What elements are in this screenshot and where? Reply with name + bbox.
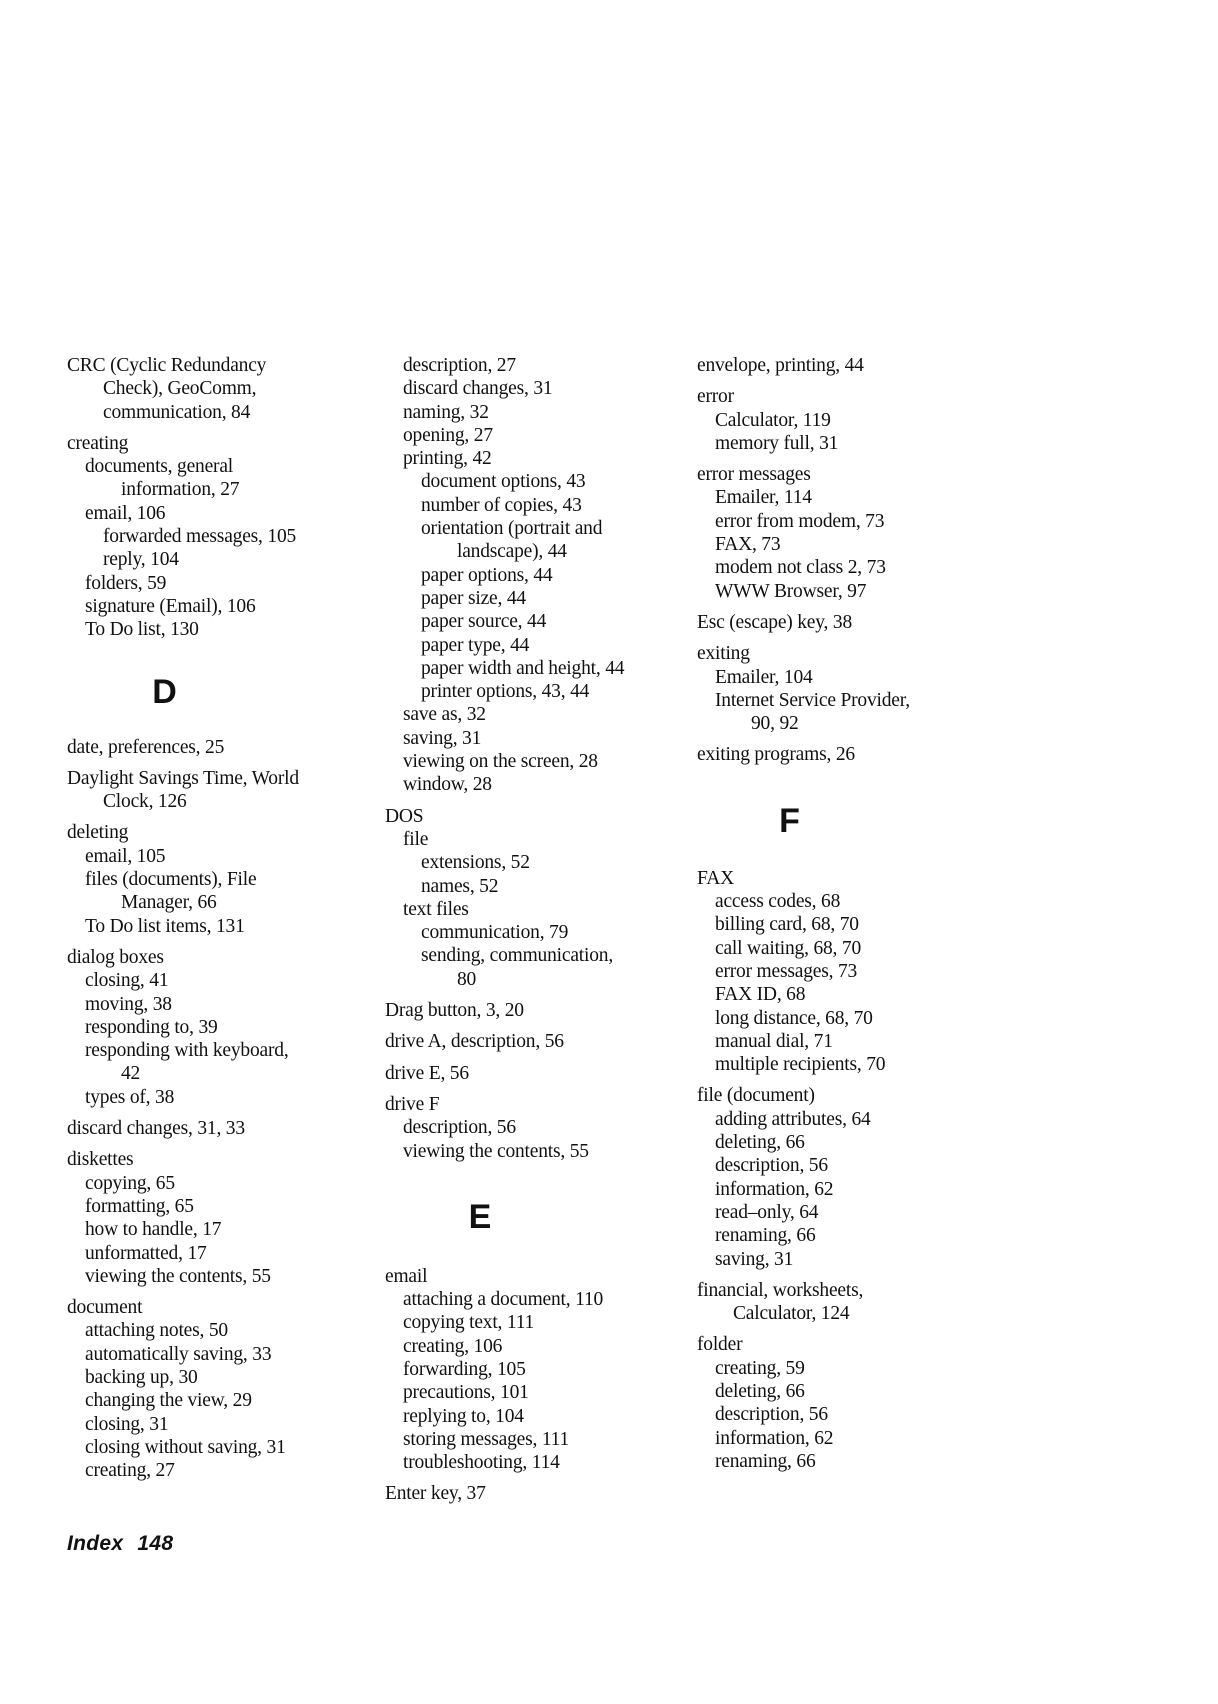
index-entry bbox=[67, 1148, 367, 1288]
index-subterm: automatically saving, 33 bbox=[85, 1343, 272, 1365]
index-subterm: responding to, 39 bbox=[85, 1016, 218, 1038]
index-entry bbox=[67, 946, 367, 1109]
index-subterm: save as, 32 bbox=[403, 704, 486, 726]
index-subterm: error messages, 73 bbox=[715, 960, 858, 982]
index-subterm: To Do list, 130 bbox=[85, 619, 199, 641]
page-footer bbox=[67, 1532, 187, 1556]
index-subterm: communication, 79 bbox=[421, 922, 569, 944]
index-subterm: landscape), 44 bbox=[457, 541, 567, 563]
index-term: financial, worksheets, bbox=[697, 1279, 864, 1301]
index-subterm: information, 62 bbox=[715, 1427, 834, 1449]
index-subterm: viewing the contents, 55 bbox=[403, 1140, 589, 1162]
index-entry bbox=[385, 1093, 685, 1163]
index-subterm: communication, 84 bbox=[103, 401, 251, 423]
index-subterm: Calculator, 124 bbox=[733, 1303, 850, 1325]
index-subterm: renaming, 66 bbox=[715, 1225, 816, 1247]
index-subterm: creating, 106 bbox=[403, 1335, 503, 1357]
index-entry bbox=[385, 999, 685, 1022]
index-subterm: naming, 32 bbox=[403, 401, 489, 423]
index-subterm: names, 52 bbox=[421, 875, 499, 897]
index-subterm: 80 bbox=[457, 968, 477, 990]
index-subterm: Calculator, 119 bbox=[715, 409, 831, 431]
index-term: creating bbox=[67, 432, 129, 454]
index-subterm: extensions, 52 bbox=[421, 852, 530, 874]
index-subterm: backing up, 30 bbox=[85, 1366, 198, 1388]
index-entry bbox=[385, 805, 685, 991]
index-term: CRC (Cyclic Redundancy bbox=[67, 355, 267, 376]
index-subterm: window, 28 bbox=[403, 774, 492, 796]
index-entry bbox=[385, 1062, 685, 1085]
index-entry bbox=[385, 1482, 685, 1505]
index-term: envelope, printing, 44 bbox=[697, 355, 864, 376]
index-subterm: forwarded messages, 105 bbox=[103, 526, 297, 548]
index-subterm: Emailer, 114 bbox=[715, 487, 812, 509]
index-subterm: forwarding, 105 bbox=[403, 1358, 526, 1380]
index-subterm: precautions, 101 bbox=[403, 1382, 529, 1404]
index-entry bbox=[697, 1279, 997, 1326]
index-subterm: printer options, 43, 44 bbox=[421, 681, 590, 703]
index-term: FAX bbox=[697, 867, 734, 889]
index-subterm: paper width and height, 44 bbox=[421, 657, 625, 679]
index-term: exiting programs, 26 bbox=[697, 744, 855, 766]
index-subterm: 90, 92 bbox=[751, 713, 799, 735]
index-term: discard changes, 31, 33 bbox=[67, 1118, 245, 1140]
index-subterm: how to handle, 17 bbox=[85, 1219, 222, 1241]
index-subterm: responding with keyboard, bbox=[85, 1040, 289, 1062]
index-subterm: deleting, 66 bbox=[715, 1380, 805, 1402]
index-subterm: error from modem, 73 bbox=[715, 510, 885, 532]
index-subterm: access codes, 68 bbox=[715, 891, 841, 913]
index-subterm: renaming, 66 bbox=[715, 1450, 816, 1472]
index-subterm: information, 27 bbox=[121, 479, 240, 501]
index-subterm: paper type, 44 bbox=[421, 634, 530, 656]
index-entry bbox=[67, 432, 367, 642]
index-entry bbox=[385, 1030, 685, 1053]
index-entry bbox=[385, 354, 685, 797]
index-subterm: document options, 43 bbox=[421, 471, 586, 493]
index-entry bbox=[697, 1084, 997, 1270]
index-entry bbox=[67, 1117, 367, 1140]
index-subterm: paper source, 44 bbox=[421, 611, 547, 633]
index-entry bbox=[697, 743, 997, 766]
index-subterm: opening, 27 bbox=[403, 424, 493, 446]
index-subterm: call waiting, 68, 70 bbox=[715, 937, 862, 959]
index-subterm: email, 106 bbox=[85, 502, 166, 524]
section-letter-heading: E bbox=[468, 1197, 492, 1236]
index-term: DOS bbox=[385, 805, 424, 827]
index-subterm: multiple recipients, 70 bbox=[715, 1054, 886, 1076]
index-subterm: moving, 38 bbox=[85, 993, 172, 1015]
index-column-3 bbox=[697, 354, 997, 1473]
index-entry bbox=[697, 385, 997, 455]
index-subterm: file bbox=[403, 828, 429, 850]
index-subterm: sending, communication, bbox=[421, 945, 613, 967]
index-term: email bbox=[385, 1265, 428, 1287]
index-subterm: To Do list items, 131 bbox=[85, 915, 245, 937]
index-subterm: closing without saving, 31 bbox=[85, 1436, 286, 1458]
index-subterm: discard changes, 31 bbox=[403, 378, 553, 400]
index-subterm: unformatted, 17 bbox=[85, 1242, 207, 1264]
index-subterm: reply, 104 bbox=[103, 549, 179, 571]
index-subterm: files (documents), File bbox=[85, 869, 257, 891]
index-term: Daylight Savings Time, World bbox=[67, 767, 299, 789]
index-subterm: changing the view, 29 bbox=[85, 1390, 252, 1412]
index-term: drive E, 56 bbox=[385, 1062, 469, 1084]
index-entry bbox=[697, 1333, 997, 1473]
footer-label: Index bbox=[67, 1532, 124, 1555]
index-entry bbox=[697, 463, 997, 603]
index-subterm: Manager, 66 bbox=[121, 892, 217, 914]
index-subterm: orientation (portrait and bbox=[421, 518, 603, 540]
index-subterm: viewing the contents, 55 bbox=[85, 1265, 271, 1287]
index-entry bbox=[385, 1265, 685, 1475]
index-subterm: closing, 31 bbox=[85, 1413, 169, 1435]
index-subterm: saving, 31 bbox=[403, 727, 482, 749]
index-subterm: closing, 41 bbox=[85, 970, 169, 992]
index-term: document bbox=[67, 1297, 143, 1319]
index-subterm: folders, 59 bbox=[85, 572, 167, 594]
index-subterm: billing card, 68, 70 bbox=[715, 914, 859, 936]
index-subterm: number of copies, 43 bbox=[421, 494, 582, 516]
index-subterm: read–only, 64 bbox=[715, 1201, 819, 1223]
index-term: Drag button, 3, 20 bbox=[385, 1000, 524, 1022]
index-subterm: copying text, 111 bbox=[403, 1312, 535, 1334]
index-subterm: creating, 59 bbox=[715, 1357, 805, 1379]
index-subterm: troubleshooting, 114 bbox=[403, 1452, 560, 1474]
index-subterm: paper size, 44 bbox=[421, 587, 526, 609]
index-term: date, preferences, 25 bbox=[67, 736, 225, 758]
index-subterm: formatting, 65 bbox=[85, 1195, 194, 1217]
index-subterm: attaching a document, 110 bbox=[403, 1289, 604, 1311]
index-subterm: Clock, 126 bbox=[103, 791, 187, 813]
index-subterm: 42 bbox=[121, 1063, 141, 1085]
index-subterm: manual dial, 71 bbox=[715, 1030, 833, 1052]
section-letter-heading: D bbox=[152, 672, 177, 711]
index-subterm: signature (Email), 106 bbox=[85, 595, 256, 617]
index-subterm: adding attributes, 64 bbox=[715, 1108, 871, 1130]
index-subterm: FAX ID, 68 bbox=[715, 984, 806, 1006]
index-entry bbox=[67, 354, 367, 424]
index-subterm: saving, 31 bbox=[715, 1248, 794, 1270]
index-term: exiting bbox=[697, 643, 750, 665]
index-column-2 bbox=[385, 354, 685, 1506]
index-subterm: FAX, 73 bbox=[715, 534, 781, 556]
index-term: error bbox=[697, 386, 734, 408]
index-subterm: long distance, 68, 70 bbox=[715, 1007, 873, 1029]
index-term: drive F bbox=[385, 1093, 440, 1115]
index-term: diskettes bbox=[67, 1149, 134, 1171]
index-entry bbox=[67, 1296, 367, 1482]
index-subterm: Emailer, 104 bbox=[715, 666, 813, 688]
index-subterm: copying, 65 bbox=[85, 1172, 175, 1194]
page-number: 148 bbox=[137, 1532, 174, 1555]
index-subterm: attaching notes, 50 bbox=[85, 1320, 228, 1342]
index-subterm: modem not class 2, 73 bbox=[715, 557, 886, 579]
index-subterm: storing messages, 111 bbox=[403, 1428, 570, 1450]
index-subterm: email, 105 bbox=[85, 845, 166, 867]
index-term: folder bbox=[697, 1334, 743, 1356]
index-subterm: replying to, 104 bbox=[403, 1405, 524, 1427]
index-subterm: description, 56 bbox=[715, 1404, 828, 1426]
index-subterm: viewing on the screen, 28 bbox=[403, 751, 598, 773]
index-entry bbox=[67, 736, 367, 759]
index-term: file (document) bbox=[697, 1085, 815, 1107]
index-subterm: paper options, 44 bbox=[421, 564, 553, 586]
index-entry bbox=[697, 611, 997, 634]
index-term: error messages bbox=[697, 464, 811, 486]
section-letter-heading: F bbox=[779, 801, 800, 840]
index-subterm: printing, 42 bbox=[403, 448, 492, 470]
index-subterm: types of, 38 bbox=[85, 1086, 175, 1108]
index-entry bbox=[67, 821, 367, 937]
index-term: dialog boxes bbox=[67, 946, 164, 968]
index-entry bbox=[697, 642, 997, 735]
index-entry bbox=[697, 867, 997, 1077]
index-subterm: text files bbox=[403, 898, 469, 920]
index-subterm: information, 62 bbox=[715, 1178, 834, 1200]
index-subterm: description, 56 bbox=[403, 1117, 516, 1139]
index-subterm: WWW Browser, 97 bbox=[715, 580, 867, 602]
index-subterm: memory full, 31 bbox=[715, 432, 839, 454]
index-entry bbox=[67, 767, 367, 814]
index-term: Esc (escape) key, 38 bbox=[697, 611, 852, 633]
index-subterm: creating, 27 bbox=[85, 1460, 175, 1482]
index-subterm: deleting, 66 bbox=[715, 1132, 805, 1154]
index-subterm: Internet Service Provider, bbox=[715, 689, 910, 711]
index-term: deleting bbox=[67, 822, 129, 844]
index-subterm: documents, general bbox=[85, 456, 234, 478]
index-column-1 bbox=[67, 354, 367, 1482]
index-subterm: description, 56 bbox=[715, 1155, 828, 1177]
index-term: Enter key, 37 bbox=[385, 1483, 486, 1505]
index-subterm: Check), GeoComm, bbox=[103, 378, 257, 400]
index-entry bbox=[697, 354, 997, 377]
index-term: drive A, description, 56 bbox=[385, 1031, 564, 1053]
index-subterm: description, 27 bbox=[403, 355, 516, 376]
